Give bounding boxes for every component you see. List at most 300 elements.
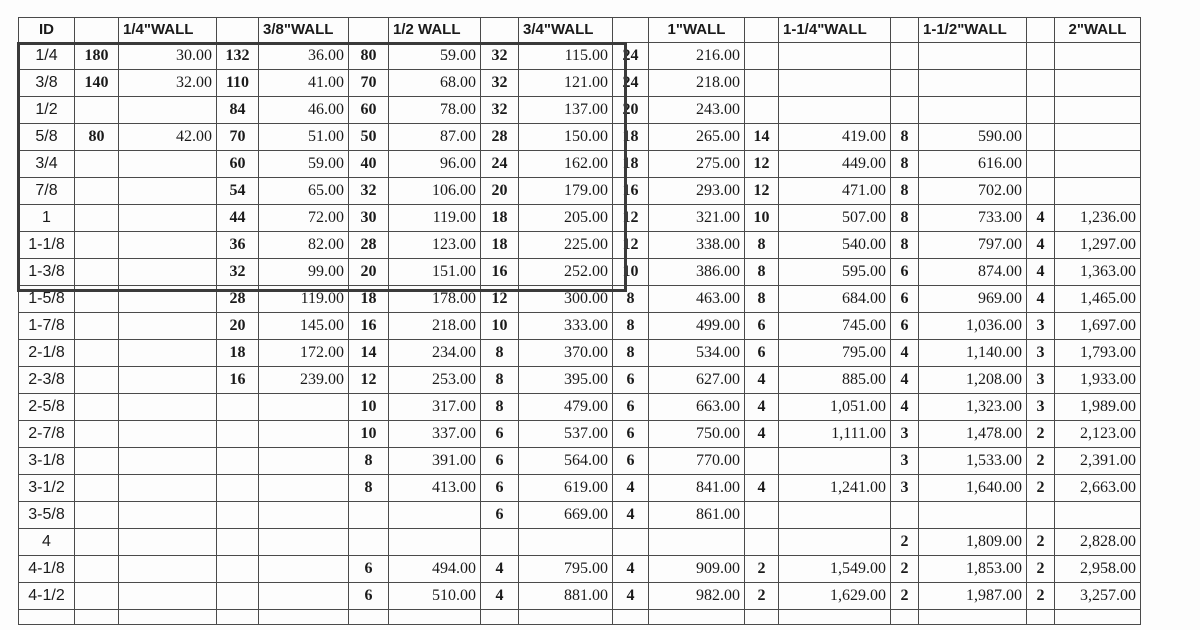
column-header [217,18,259,43]
quantity-cell: 4 [1027,205,1055,232]
quantity-cell [217,529,259,556]
quantity-cell: 32 [481,97,519,124]
price-cell: 162.00 [519,151,613,178]
price-cell: 750.00 [649,421,745,448]
id-cell: 4-1/2 [19,583,75,610]
price-cell: 72.00 [259,205,349,232]
empty-cell [649,610,745,625]
price-cell: 1,363.00 [1055,259,1141,286]
quantity-cell [75,205,119,232]
price-cell: 265.00 [649,124,745,151]
price-cell: 540.00 [779,232,891,259]
id-cell: 3-5/8 [19,502,75,529]
price-cell [779,529,891,556]
price-cell: 386.00 [649,259,745,286]
id-cell: 3/4 [19,151,75,178]
price-cell: 885.00 [779,367,891,394]
table-row [19,97,1141,124]
empty-cell [217,610,259,625]
price-cell [1055,151,1141,178]
price-cell [119,556,217,583]
column-header: 1-1/2"WALL [919,18,1027,43]
quantity-cell [891,502,919,529]
quantity-cell [75,151,119,178]
column-header [75,18,119,43]
table-row [19,448,1141,475]
quantity-cell: 8 [349,475,389,502]
wall-thickness-price-table [18,17,1141,625]
price-cell [259,394,349,421]
quantity-cell [1027,97,1055,124]
quantity-cell [75,259,119,286]
price-cell: 1,208.00 [919,367,1027,394]
quantity-cell: 4 [745,367,779,394]
table-row [19,151,1141,178]
quantity-cell: 20 [349,259,389,286]
price-cell [649,529,745,556]
column-header: 3/8"WALL [259,18,349,43]
quantity-cell: 6 [349,583,389,610]
quantity-cell: 60 [349,97,389,124]
empty-cell [389,610,481,625]
quantity-cell [745,43,779,70]
quantity-cell: 6 [745,340,779,367]
quantity-cell [75,286,119,313]
column-header [349,18,389,43]
price-cell [119,367,217,394]
quantity-cell: 8 [481,340,519,367]
column-header: 1/4"WALL [119,18,217,43]
quantity-cell [217,583,259,610]
quantity-cell: 70 [217,124,259,151]
quantity-cell: 2 [1027,556,1055,583]
quantity-cell: 8 [613,313,649,340]
column-header [891,18,919,43]
price-cell: 1,853.00 [919,556,1027,583]
id-cell: 1/4 [19,43,75,70]
table-row [19,259,1141,286]
quantity-cell: 2 [1027,421,1055,448]
quantity-cell [349,529,389,556]
empty-cell [745,610,779,625]
price-cell: 2,123.00 [1055,421,1141,448]
header-row [19,18,1141,43]
quantity-cell [1027,178,1055,205]
quantity-cell [745,529,779,556]
quantity-cell: 6 [481,475,519,502]
price-cell [259,502,349,529]
quantity-cell: 180 [75,43,119,70]
id-cell: 3-1/2 [19,475,75,502]
price-cell: 627.00 [649,367,745,394]
quantity-cell [75,529,119,556]
quantity-cell: 8 [891,232,919,259]
price-cell: 205.00 [519,205,613,232]
price-cell: 253.00 [389,367,481,394]
table-row-partial [19,610,1141,625]
quantity-cell: 8 [613,286,649,313]
quantity-cell: 32 [481,43,519,70]
price-cell: 137.00 [519,97,613,124]
price-cell: 218.00 [389,313,481,340]
price-cell: 702.00 [919,178,1027,205]
quantity-cell [1027,70,1055,97]
quantity-cell [217,448,259,475]
price-cell [119,448,217,475]
empty-cell [349,610,389,625]
quantity-cell: 6 [481,502,519,529]
quantity-cell: 6 [745,313,779,340]
price-cell: 370.00 [519,340,613,367]
quantity-cell: 10 [481,313,519,340]
quantity-cell: 3 [891,448,919,475]
quantity-cell: 8 [891,124,919,151]
price-cell: 106.00 [389,178,481,205]
quantity-cell: 6 [349,556,389,583]
quantity-cell: 4 [1027,286,1055,313]
price-cell: 1,793.00 [1055,340,1141,367]
quantity-cell: 4 [745,421,779,448]
empty-cell [259,610,349,625]
quantity-cell: 6 [613,394,649,421]
quantity-cell [891,97,919,124]
price-cell: 78.00 [389,97,481,124]
price-cell: 234.00 [389,340,481,367]
table-row [19,43,1141,70]
quantity-cell: 8 [481,367,519,394]
column-header [613,18,649,43]
empty-cell [119,610,217,625]
quantity-cell: 8 [745,286,779,313]
price-cell: 59.00 [259,151,349,178]
quantity-cell: 8 [481,394,519,421]
quantity-cell: 70 [349,70,389,97]
quantity-cell: 2 [1027,475,1055,502]
quantity-cell [349,502,389,529]
quantity-cell: 8 [745,259,779,286]
quantity-cell: 140 [75,70,119,97]
price-cell: 2,828.00 [1055,529,1141,556]
price-cell: 119.00 [259,286,349,313]
quantity-cell: 3 [1027,367,1055,394]
quantity-cell: 2 [745,583,779,610]
price-cell: 1,549.00 [779,556,891,583]
table-row [19,70,1141,97]
price-cell: 42.00 [119,124,217,151]
price-cell [779,448,891,475]
price-cell: 1,533.00 [919,448,1027,475]
empty-cell [613,610,649,625]
table-row [19,367,1141,394]
quantity-cell: 44 [217,205,259,232]
id-cell: 3/8 [19,70,75,97]
quantity-cell: 16 [481,259,519,286]
column-header: ID [19,18,75,43]
column-header: 1"WALL [649,18,745,43]
id-cell: 3-1/8 [19,448,75,475]
price-cell: 1,465.00 [1055,286,1141,313]
price-cell: 1,697.00 [1055,313,1141,340]
empty-cell [519,610,613,625]
price-cell: 616.00 [919,151,1027,178]
table-row [19,583,1141,610]
price-cell [919,97,1027,124]
price-cell: 293.00 [649,178,745,205]
quantity-cell [75,97,119,124]
price-cell: 1,140.00 [919,340,1027,367]
table-row [19,205,1141,232]
quantity-cell: 32 [217,259,259,286]
quantity-cell: 4 [745,475,779,502]
table-row [19,286,1141,313]
quantity-cell: 6 [613,421,649,448]
quantity-cell [75,394,119,421]
column-header [745,18,779,43]
price-cell: 1,809.00 [919,529,1027,556]
quantity-cell: 2 [891,583,919,610]
price-cell: 909.00 [649,556,745,583]
empty-cell [19,610,75,625]
quantity-cell: 4 [481,556,519,583]
price-cell [259,421,349,448]
price-cell [119,475,217,502]
quantity-cell: 54 [217,178,259,205]
price-cell: 874.00 [919,259,1027,286]
quantity-cell: 12 [745,151,779,178]
quantity-cell: 24 [613,43,649,70]
quantity-cell: 4 [891,340,919,367]
id-cell: 1/2 [19,97,75,124]
price-cell: 537.00 [519,421,613,448]
id-cell: 7/8 [19,178,75,205]
quantity-cell: 8 [891,205,919,232]
quantity-cell: 4 [613,583,649,610]
quantity-cell: 20 [481,178,519,205]
id-cell: 1-7/8 [19,313,75,340]
quantity-cell: 28 [481,124,519,151]
price-cell: 179.00 [519,178,613,205]
quantity-cell: 3 [1027,394,1055,421]
id-cell: 1 [19,205,75,232]
price-cell: 499.00 [649,313,745,340]
quantity-cell: 6 [891,313,919,340]
price-cell [119,421,217,448]
id-cell: 1-3/8 [19,259,75,286]
quantity-cell [1027,502,1055,529]
price-cell [119,286,217,313]
price-cell: 123.00 [389,232,481,259]
price-cell: 2,391.00 [1055,448,1141,475]
quantity-cell: 2 [1027,583,1055,610]
price-cell [259,475,349,502]
quantity-cell: 18 [349,286,389,313]
quantity-cell: 28 [349,232,389,259]
price-cell: 172.00 [259,340,349,367]
quantity-cell: 30 [349,205,389,232]
price-cell: 59.00 [389,43,481,70]
price-cell: 1,987.00 [919,583,1027,610]
price-cell: 321.00 [649,205,745,232]
quantity-cell [217,475,259,502]
quantity-cell [745,97,779,124]
column-header: 1-1/4"WALL [779,18,891,43]
quantity-cell: 2 [891,529,919,556]
price-cell: 494.00 [389,556,481,583]
table-row [19,556,1141,583]
quantity-cell [75,313,119,340]
price-cell [119,529,217,556]
column-header: 3/4"WALL [519,18,613,43]
quantity-cell: 8 [891,151,919,178]
empty-cell [779,610,891,625]
price-cell: 881.00 [519,583,613,610]
id-cell: 4-1/8 [19,556,75,583]
column-header: 2"WALL [1055,18,1141,43]
price-cell [779,97,891,124]
price-cell: 391.00 [389,448,481,475]
table-row [19,421,1141,448]
price-cell: 534.00 [649,340,745,367]
quantity-cell [75,178,119,205]
quantity-cell: 2 [745,556,779,583]
price-cell: 32.00 [119,70,217,97]
quantity-cell: 4 [613,502,649,529]
price-cell: 1,036.00 [919,313,1027,340]
quantity-cell [481,529,519,556]
quantity-cell: 12 [613,232,649,259]
quantity-cell [75,421,119,448]
quantity-cell: 4 [891,394,919,421]
price-cell: 982.00 [649,583,745,610]
quantity-cell: 12 [349,367,389,394]
price-cell [919,502,1027,529]
quantity-cell: 10 [349,394,389,421]
price-cell: 1,051.00 [779,394,891,421]
quantity-cell: 80 [349,43,389,70]
price-cell [919,70,1027,97]
quantity-cell: 4 [1027,232,1055,259]
table-row [19,529,1141,556]
quantity-cell: 6 [613,448,649,475]
quantity-cell: 24 [481,151,519,178]
price-cell [1055,43,1141,70]
column-header [1027,18,1055,43]
quantity-cell: 4 [745,394,779,421]
empty-cell [75,610,119,625]
price-cell: 413.00 [389,475,481,502]
price-cell: 119.00 [389,205,481,232]
price-cell: 178.00 [389,286,481,313]
price-cell: 87.00 [389,124,481,151]
price-cell [1055,124,1141,151]
price-cell: 795.00 [779,340,891,367]
table-row [19,232,1141,259]
price-cell: 1,933.00 [1055,367,1141,394]
quantity-cell: 132 [217,43,259,70]
quantity-cell: 16 [217,367,259,394]
quantity-cell: 60 [217,151,259,178]
quantity-cell: 10 [613,259,649,286]
price-cell: 841.00 [649,475,745,502]
quantity-cell: 32 [481,70,519,97]
price-cell [779,70,891,97]
quantity-cell: 4 [481,583,519,610]
quantity-cell [75,340,119,367]
price-cell: 115.00 [519,43,613,70]
price-cell [779,43,891,70]
quantity-cell [217,421,259,448]
quantity-cell: 18 [217,340,259,367]
table-row [19,178,1141,205]
quantity-cell: 3 [1027,313,1055,340]
quantity-cell: 8 [349,448,389,475]
quantity-cell: 8 [613,340,649,367]
price-cell: 795.00 [519,556,613,583]
price-cell: 338.00 [649,232,745,259]
price-cell: 2,958.00 [1055,556,1141,583]
price-cell: 300.00 [519,286,613,313]
quantity-cell: 16 [613,178,649,205]
price-cell: 36.00 [259,43,349,70]
price-cell: 46.00 [259,97,349,124]
price-cell [1055,178,1141,205]
id-cell: 2-3/8 [19,367,75,394]
quantity-cell: 36 [217,232,259,259]
price-cell [259,448,349,475]
price-cell: 150.00 [519,124,613,151]
price-cell: 1,323.00 [919,394,1027,421]
quantity-cell: 12 [481,286,519,313]
price-cell: 1,478.00 [919,421,1027,448]
empty-cell [891,610,919,625]
price-cell: 395.00 [519,367,613,394]
table-row [19,475,1141,502]
price-cell: 1,236.00 [1055,205,1141,232]
quantity-cell [745,70,779,97]
quantity-cell: 16 [349,313,389,340]
price-cell: 861.00 [649,502,745,529]
table-row [19,502,1141,529]
price-cell: 471.00 [779,178,891,205]
quantity-cell [75,583,119,610]
quantity-cell [75,502,119,529]
price-cell: 507.00 [779,205,891,232]
quantity-cell: 32 [349,178,389,205]
price-cell [259,556,349,583]
price-cell: 595.00 [779,259,891,286]
id-cell: 5/8 [19,124,75,151]
price-cell: 669.00 [519,502,613,529]
price-cell: 65.00 [259,178,349,205]
quantity-cell [613,529,649,556]
quantity-cell [745,502,779,529]
price-cell [389,529,481,556]
quantity-cell [1027,43,1055,70]
column-header [481,18,519,43]
price-cell [119,394,217,421]
column-header: 1/2 WALL [389,18,481,43]
price-cell: 1,629.00 [779,583,891,610]
price-cell: 449.00 [779,151,891,178]
quantity-cell: 6 [891,259,919,286]
quantity-cell: 8 [891,178,919,205]
price-cell: 225.00 [519,232,613,259]
quantity-cell [1027,151,1055,178]
price-cell: 479.00 [519,394,613,421]
price-cell [919,43,1027,70]
price-cell: 151.00 [389,259,481,286]
price-cell: 590.00 [919,124,1027,151]
